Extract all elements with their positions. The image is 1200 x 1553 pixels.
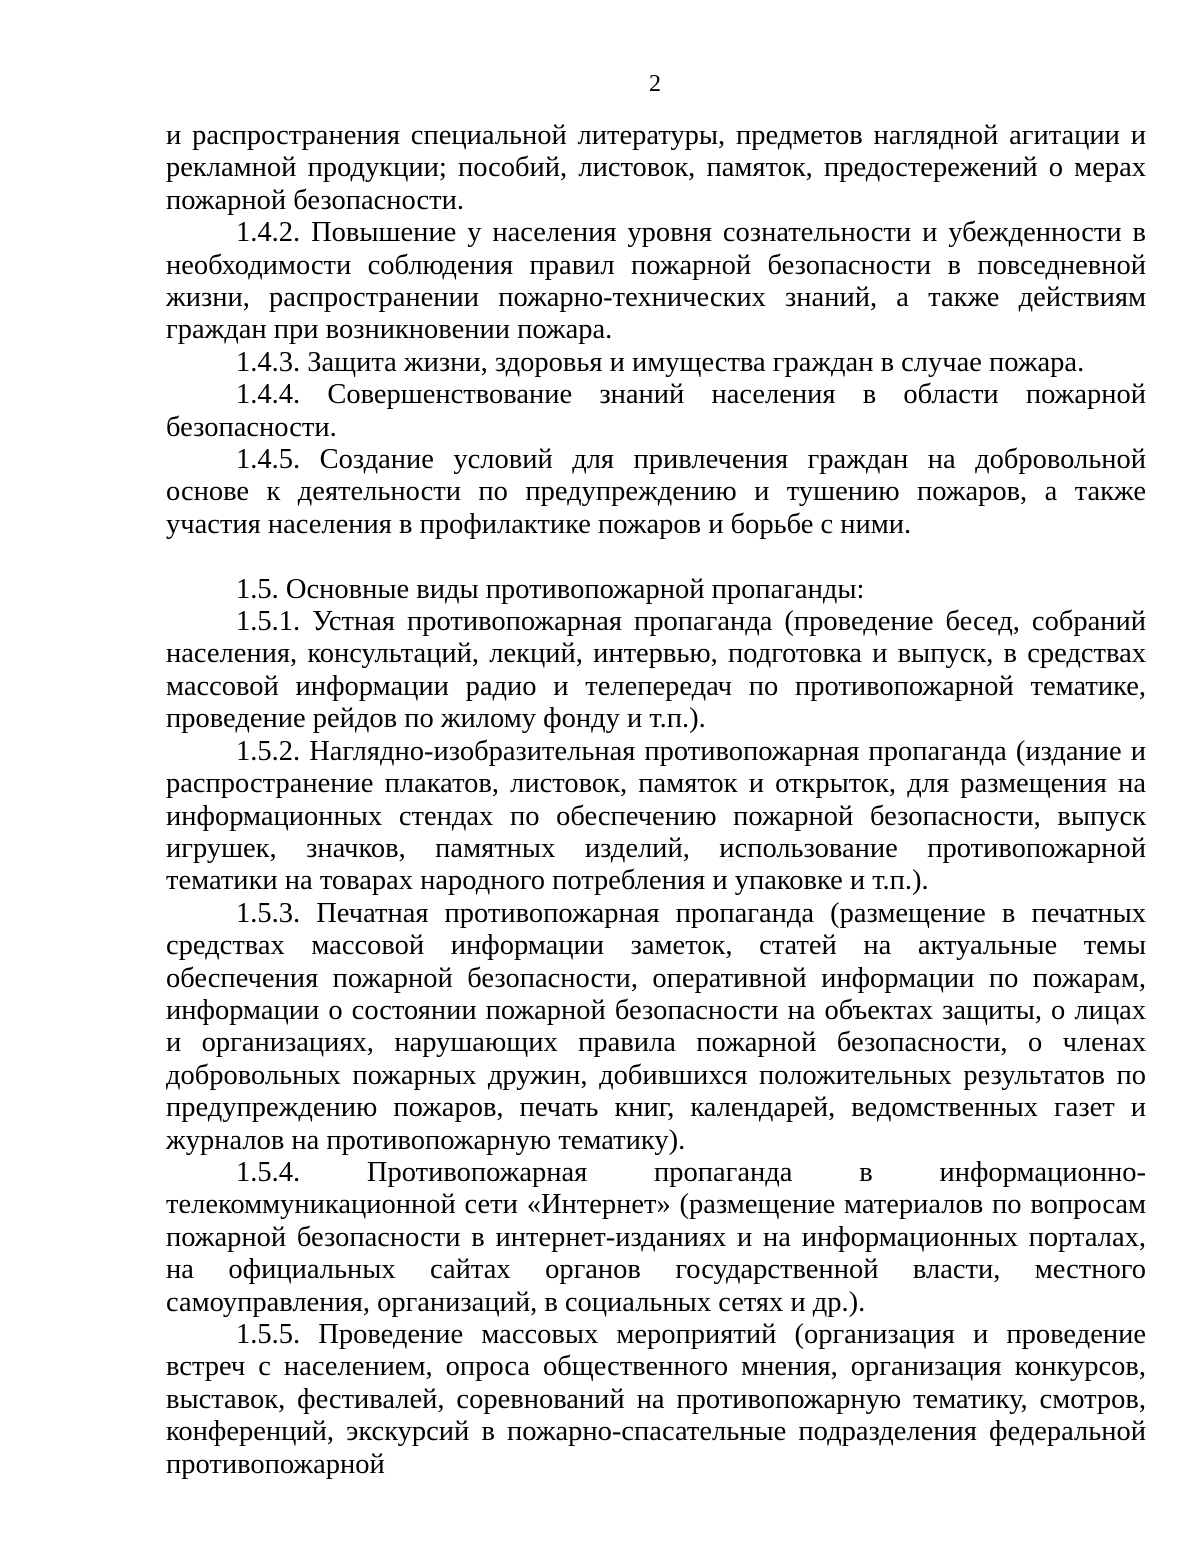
paragraph-1-5-5: 1.5.5. Проведение массовых мероприятий (организация и проведение встреч с населением, опроса общественного мнения, организация конкурсов, выставок, фестивалей, соревнований на противопожарную тематику, смотров, конференций, экскурсий в пожарно-спасательные подразделения федеральной противопожарной (166, 1319, 1146, 1480)
paragraph-1-5: 1.5. Основные виды противопожарной пропаганды: (236, 573, 865, 605)
paragraph-1-5-1: 1.5.1. Устная противопожарная пропаганда (проведение бесед, собраний населения, консультаций, лекций, интервью, подготовка и выпуск, в средствах массовой информации радио и телепередач по противопожарной тематике, проведение рейдов по жилому фонду и т.п.). (166, 606, 1146, 735)
paragraph-1-4-2: 1.4.2. Повышение у населения уровня сознательности и убежденности в необходимости соблюдения правил пожарной безопасности в повседневной жизни, распространении пожарно-технических знаний, а также действиям граждан при возникновении пожара. (166, 217, 1146, 346)
paragraph-1-4-3: 1.4.3. Защита жизни, здоровья и имущества граждан в случае пожара. (236, 346, 1085, 378)
paragraph-1-5-2: 1.5.2. Наглядно-изобразительная противопожарная пропаганда (издание и распространение плакатов, листовок, памяток и открыток, для размещения на информационных стендах по обеспечению пожарной безопасности, выпуск игрушек, значков, памятных изделий, использование противопожарной тематики на товарах народного потребления и упаковке и т.п.). (166, 735, 1146, 897)
paragraph-1-5-3: 1.5.3. Печатная противопожарная пропаганда (размещение в печатных средствах массовой информации заметок, статей на актуальные темы обеспечения пожарной безопасности, оперативной информации по пожарам, информации о состоянии пожарной безопасности на объектах защиты, о лицах и организациях, нарушающих правила пожарной безопасности, о членах добровольных пожарных дружин, добившихся положительных результатов по предупреждению пожаров, печать книг, календарей, ведомственных газет и журналов на противопожарную тематику). (166, 897, 1146, 1156)
document-body (166, 120, 1146, 1481)
paragraph-1-4-4: 1.4.4. Совершенствование знаний населения в области пожарной безопасности. (166, 379, 1146, 443)
paragraph-spacer (166, 541, 1146, 573)
paragraph-1-5-4: 1.5.4. Противопожарная пропаганда в информационно-телекоммуникационной сети «Интернет» (размещение материалов по вопросам пожарной безопасности в интернет-изданиях и на информационных порталах, на официальных сайтах органов государственной власти, местного самоуправления, организаций, в социальных сетях и др.). (166, 1156, 1146, 1318)
paragraph-1-4-5: 1.4.5. Создание условий для привлечения граждан на добровольной основе к деятельности по предупреждению и тушению пожаров, а также участия населения в профилактике пожаров и борьбе с ними. (166, 444, 1146, 540)
page-number: 2 (649, 71, 661, 97)
paragraph-continuation: и распространения специальной литературы, предметов наглядной агитации и рекламной продукции; пособий, листовок, памяток, предостережений о мерах пожарной безопасности. (166, 120, 1146, 216)
